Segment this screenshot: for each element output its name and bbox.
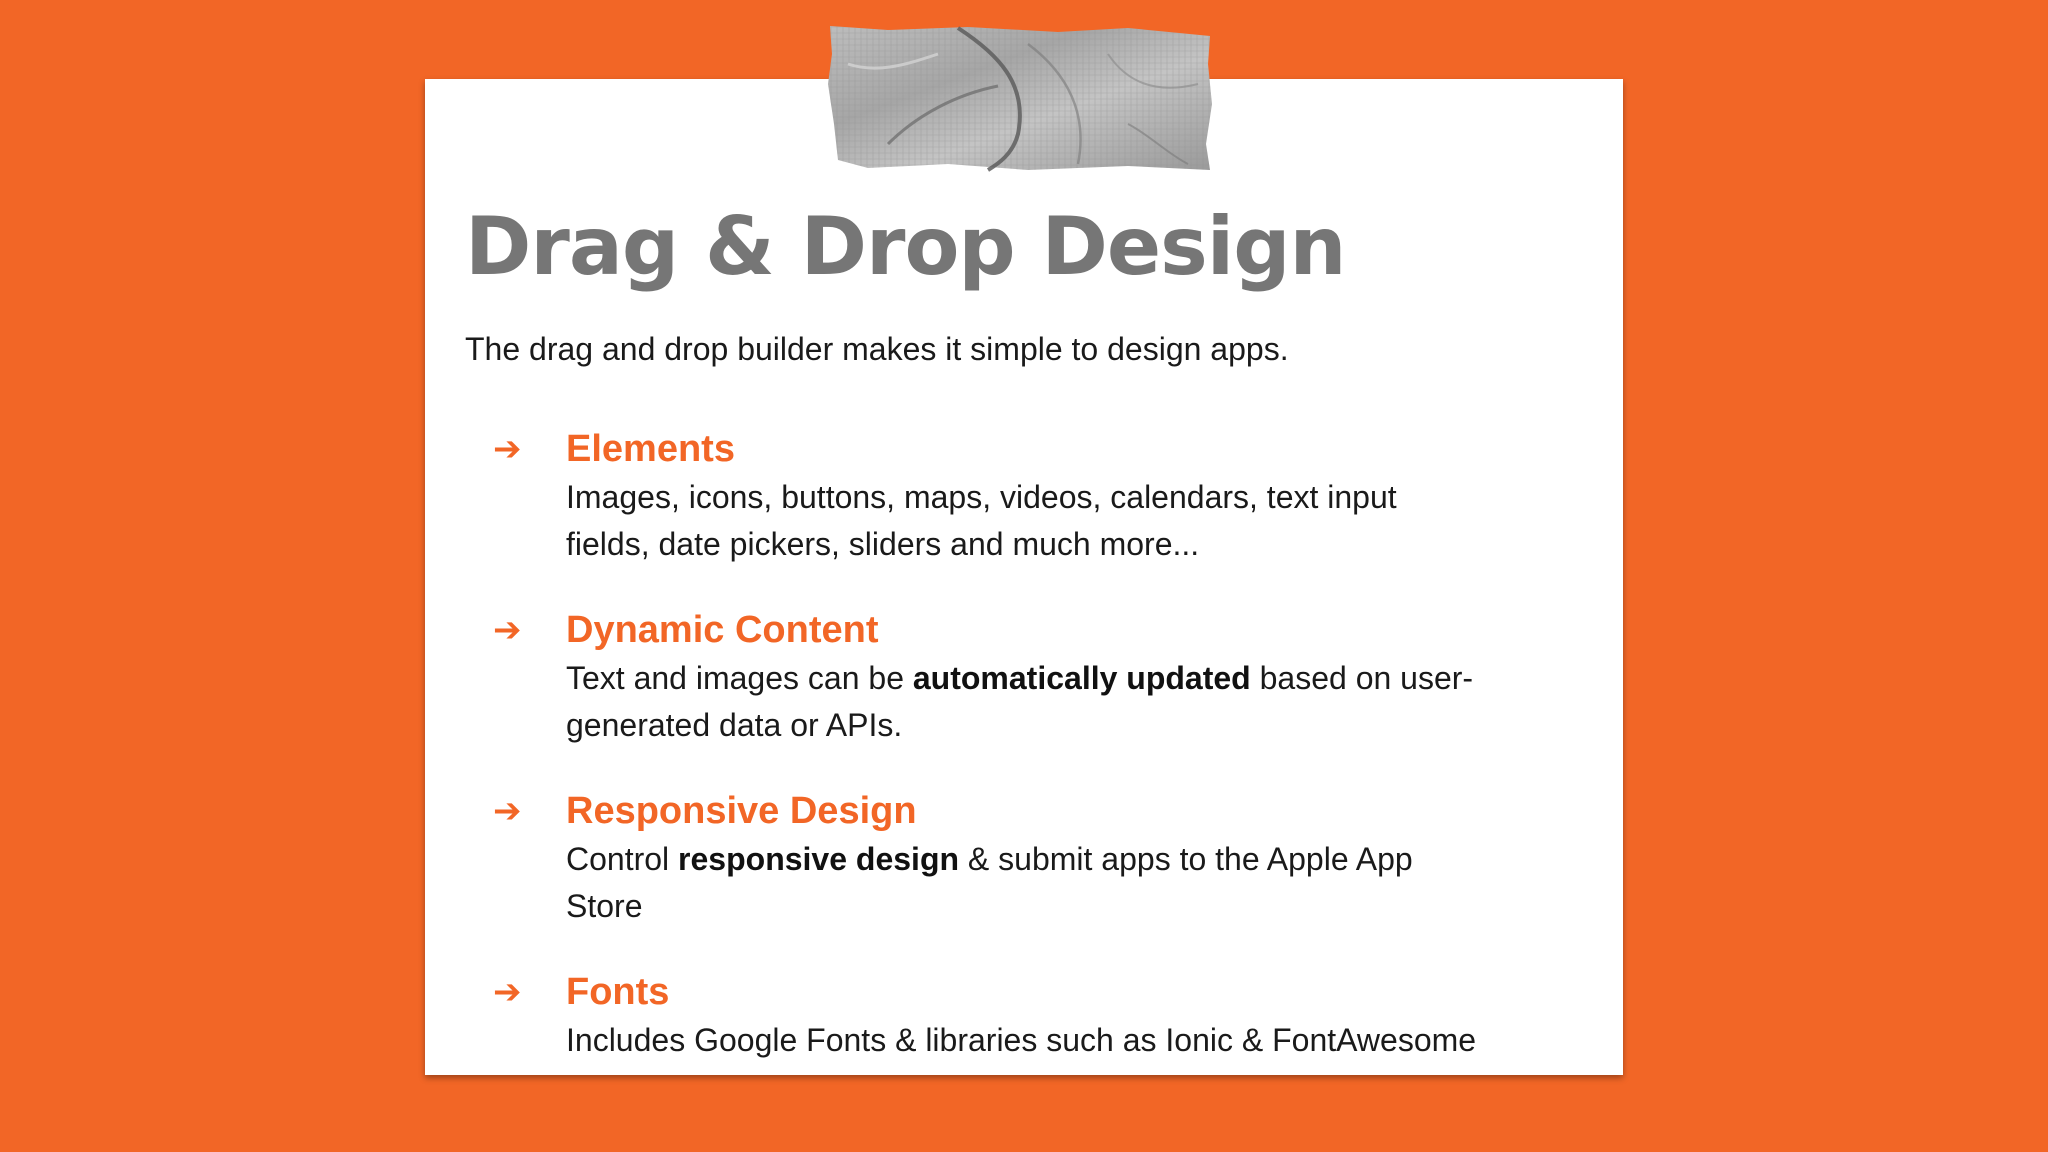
intro-text: The drag and drop builder makes it simple to design apps. (465, 331, 1289, 367)
feature-description (566, 474, 1576, 568)
feature-description-line: Images, icons, buttons, maps, videos, calendars, text input (566, 479, 1397, 515)
slide-title: Drag & Drop Design (465, 200, 1346, 293)
feature-description-line: generated data or APIs. (566, 707, 903, 743)
right-arrow-icon: ➔ (493, 972, 522, 1012)
feature-heading: Fonts (566, 971, 670, 1013)
feature-item-elements (465, 425, 1595, 568)
feature-description-line: fields, date pickers, sliders and much more... (566, 526, 1200, 562)
description-emphasis: responsive design (678, 841, 960, 877)
feature-item-dynamic-content (465, 606, 1595, 749)
feature-list (465, 425, 1595, 1102)
tape-graphic (828, 24, 1212, 172)
feature-description-line: Store (566, 888, 643, 924)
right-arrow-icon: ➔ (493, 610, 522, 650)
content-card (425, 79, 1623, 1075)
right-arrow-icon: ➔ (493, 791, 522, 831)
feature-description (566, 655, 1576, 749)
right-arrow-icon: ➔ (493, 429, 522, 469)
feature-heading: Dynamic Content (566, 609, 879, 651)
description-text: Text and images can be (566, 660, 913, 696)
feature-description (566, 1017, 1576, 1064)
feature-heading: Elements (566, 428, 735, 470)
feature-description-line (566, 836, 1576, 883)
description-text: Control (566, 841, 679, 877)
feature-description (566, 836, 1576, 930)
description-text: based on user- (1250, 660, 1474, 696)
feature-description-line: Includes Google Fonts & libraries such as Ionic & FontAwesome (566, 1022, 1477, 1058)
feature-item-fonts (465, 968, 1595, 1064)
description-text: & submit apps to the Apple App (959, 841, 1413, 877)
description-emphasis: automatically updated (912, 660, 1251, 696)
feature-description-line (566, 655, 1576, 702)
feature-heading: Responsive Design (566, 790, 917, 832)
feature-item-responsive-design (465, 787, 1595, 930)
